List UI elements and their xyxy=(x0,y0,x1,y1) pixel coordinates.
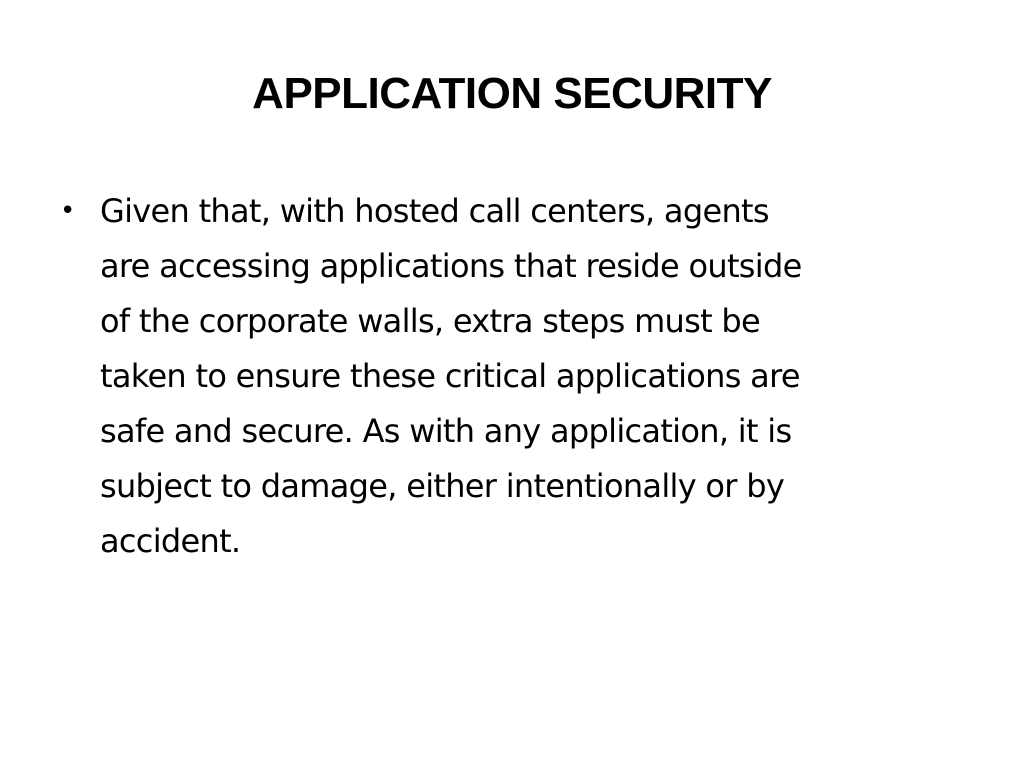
bullet-item xyxy=(56,184,956,569)
bullet-text-line: safe and secure. As with any application, it is xyxy=(100,412,792,450)
slide-title: APPLICATION SECURITY xyxy=(252,69,772,118)
bullet-dot-icon: • xyxy=(60,196,76,226)
bullet-text-line: Given that, with hosted call centers, agents xyxy=(100,192,769,230)
bullet-text-line: are accessing applications that reside outside xyxy=(100,247,802,285)
bullet-text-line: taken to ensure these critical applications are xyxy=(100,357,800,395)
bullet-text-line: accident. xyxy=(100,522,241,560)
bullet-list xyxy=(56,184,956,569)
bullet-text-line: subject to damage, either intentionally or by xyxy=(100,467,785,505)
bullet-text-line: of the corporate walls, extra steps must be xyxy=(100,302,761,340)
